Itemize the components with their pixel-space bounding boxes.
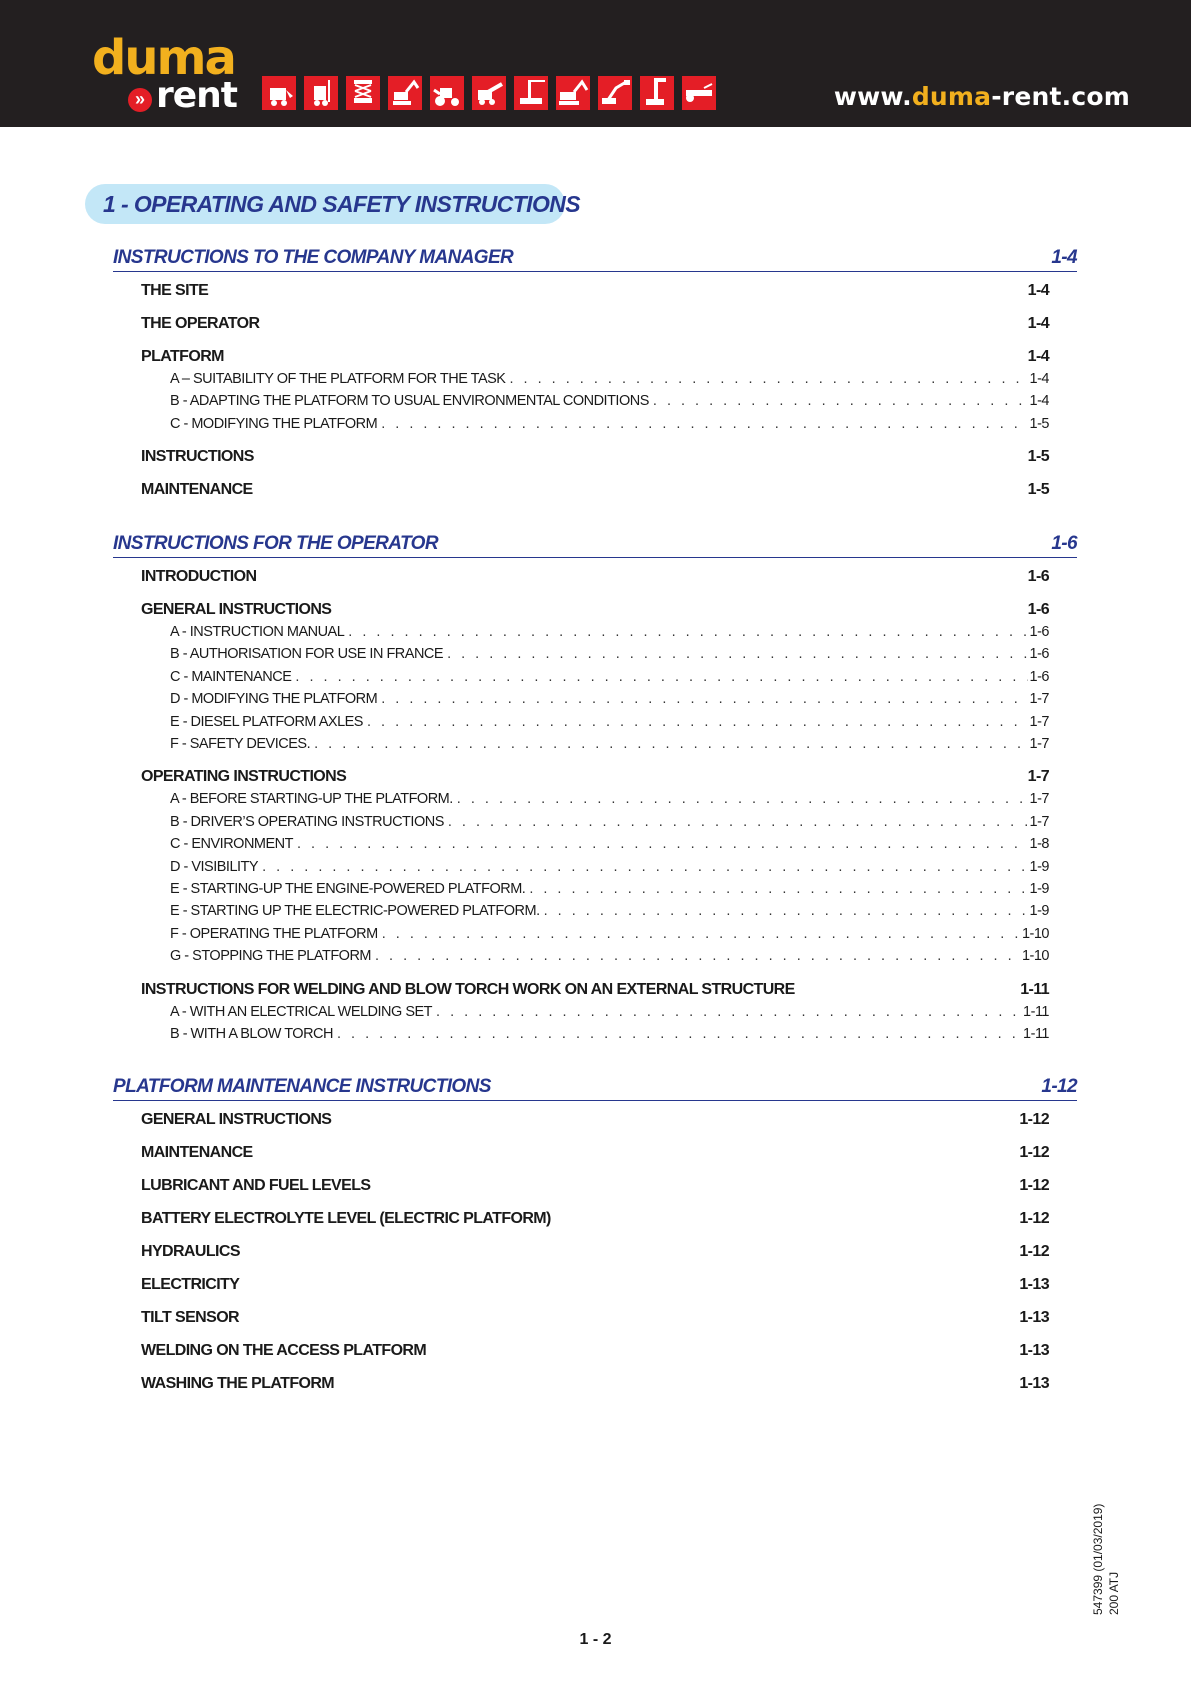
dot-leader — [509, 371, 1027, 387]
toc-entry-page: 1-9 — [1029, 881, 1049, 897]
toc-subsection-title: BATTERY ELECTROLYTE LEVEL (ELECTRIC PLATFORM) — [141, 1210, 551, 1227]
toc-subsection-page: 1-4 — [1027, 348, 1049, 365]
toc-entry[interactable] — [170, 859, 1049, 877]
toc-section-page: 1-6 — [1051, 533, 1077, 554]
toc-subsection-title: INSTRUCTIONS — [141, 448, 254, 466]
toc-subsection-title: WASHING THE PLATFORM — [141, 1375, 335, 1392]
dot-leader — [348, 624, 1027, 640]
toc-entry[interactable] — [170, 736, 1049, 754]
dot-leader — [297, 836, 1028, 852]
toc-entry[interactable] — [170, 416, 1049, 434]
toc-subsection[interactable] — [141, 282, 1049, 302]
toc-section[interactable] — [113, 1074, 1077, 1101]
toc-section-title: PLATFORM MAINTENANCE INSTRUCTIONS — [113, 1076, 491, 1097]
dot-leader — [375, 948, 1020, 964]
toc-entry[interactable] — [170, 714, 1049, 732]
toc-subsection[interactable] — [141, 1243, 1049, 1263]
toc-section-title: INSTRUCTIONS TO THE COMPANY MANAGER — [113, 247, 514, 268]
mast-lift-icon — [640, 76, 674, 110]
dot-leader — [448, 814, 1028, 830]
toc-entry-page: 1-9 — [1029, 858, 1049, 875]
doc-ref-number: 547399 (01/03/2019) — [1091, 1503, 1105, 1615]
toc-subsection-title: GENERAL INSTRUCTIONS — [141, 601, 332, 618]
toc-section[interactable] — [113, 531, 1077, 558]
toc-entry-page: 1-7 — [1029, 736, 1049, 752]
toc-subsection-page: 1-7 — [1027, 768, 1049, 786]
toc-entry-title: E - STARTING-UP THE ENGINE-POWERED PLATFORM. — [170, 881, 526, 897]
toc-subsection[interactable] — [141, 1342, 1049, 1362]
toc-entry-page: 1-6 — [1029, 624, 1049, 640]
toc-subsection-page: 1-5 — [1027, 448, 1049, 466]
toc-subsection-page: 1-13 — [1019, 1309, 1049, 1326]
toc-subsection[interactable] — [141, 348, 1049, 368]
chapter-heading — [85, 184, 581, 224]
toc-subsection[interactable] — [141, 1375, 1049, 1395]
toc-entry[interactable] — [170, 814, 1049, 832]
toc-entry[interactable] — [170, 624, 1049, 642]
toc-subsection-page: 1-6 — [1027, 568, 1049, 585]
dot-leader — [382, 926, 1020, 942]
logo-word-rent — [126, 76, 237, 116]
toc-subsection-page: 1-12 — [1019, 1177, 1049, 1194]
scissor-lift-icon — [346, 76, 380, 110]
toc-subsection-page: 1-6 — [1027, 601, 1049, 618]
dot-leader — [436, 1004, 1021, 1020]
toc-entry-title: A - BEFORE STARTING-UP THE PLATFORM. — [170, 791, 453, 808]
toc-subsection-page: 1-13 — [1019, 1375, 1049, 1392]
dot-leader — [381, 691, 1027, 707]
header-banner — [0, 0, 1191, 127]
toc-entry-page: 1-6 — [1029, 646, 1049, 663]
toc-entry-title: D - MODIFYING THE PLATFORM — [170, 691, 378, 708]
toc-entry-page: 1-10 — [1021, 948, 1049, 965]
toc-entry-page: 1-10 — [1021, 925, 1049, 942]
toc-subsection-title: INTRODUCTION — [141, 568, 257, 585]
toc-entry-title: B - ADAPTING THE PLATFORM TO USUAL ENVIRONMENTAL CONDITIONS — [170, 393, 649, 410]
toc-subsection-page: 1-12 — [1019, 1144, 1049, 1161]
toc-subsection-title: WELDING ON THE ACCESS PLATFORM — [141, 1342, 427, 1359]
dot-leader — [529, 881, 1027, 897]
toc-entry-title: B - DRIVER’S OPERATING INSTRUCTIONS — [170, 813, 444, 830]
document-reference — [1090, 1490, 1130, 1615]
toc-subsection[interactable] — [141, 1276, 1049, 1296]
toc-entry-page: 1-7 — [1029, 713, 1049, 730]
toc-subsection[interactable] — [141, 315, 1049, 335]
toc-subsection[interactable] — [141, 1210, 1049, 1230]
toc-entry[interactable] — [170, 669, 1049, 687]
toc-entry[interactable] — [170, 646, 1049, 664]
toc-entry[interactable] — [170, 948, 1049, 966]
chevron-icon: » — [128, 88, 152, 112]
toc-subsection-title: ELECTRICITY — [141, 1276, 240, 1293]
toc-entry-title: C - MODIFYING THE PLATFORM — [170, 415, 378, 432]
toc-entry-title: A - WITH AN ELECTRICAL WELDING SET — [170, 1003, 433, 1020]
toc-subsection-page: 1-12 — [1019, 1111, 1049, 1128]
chapter-title: 1 - OPERATING AND SAFETY INSTRUCTIONS — [103, 191, 581, 217]
toc-entry[interactable] — [170, 1026, 1049, 1044]
articulated-boom-icon — [598, 76, 632, 110]
mini-loader-icon — [262, 76, 296, 110]
forklift-icon — [304, 76, 338, 110]
toc-subsection-title: TILT SENSOR — [141, 1309, 239, 1326]
toc-entry-page: 1-8 — [1029, 836, 1049, 853]
dot-leader — [457, 791, 1028, 807]
toc-entry[interactable] — [170, 903, 1049, 921]
website-url[interactable] — [834, 82, 1130, 111]
toc-entry[interactable] — [170, 393, 1049, 411]
toc-subsection[interactable] — [141, 768, 1049, 788]
toc-subsection-page: 1-12 — [1019, 1210, 1049, 1227]
toc-entry-title: F - SAFETY DEVICES. — [170, 736, 311, 752]
toc-entry-title: B - AUTHORISATION FOR USE IN FRANCE — [170, 646, 444, 663]
toc-entry-title: A - INSTRUCTION MANUAL — [170, 624, 345, 640]
url-prefix: www. — [833, 82, 912, 111]
dot-leader — [367, 714, 1028, 730]
toc-entry-page: 1-7 — [1029, 691, 1049, 708]
duma-rent-logo — [92, 30, 242, 116]
url-suffix: -rent.com — [991, 82, 1130, 111]
toc-entry[interactable] — [170, 1004, 1049, 1022]
toc-entry[interactable] — [170, 691, 1049, 709]
toc-entry-page: 1-4 — [1029, 393, 1049, 410]
machine-icon-strip — [262, 76, 722, 112]
toc-subsection-page: 1-11 — [1020, 980, 1049, 998]
toc-entry-title: D - VISIBILITY — [170, 858, 259, 875]
toc-subsection-page: 1-12 — [1019, 1243, 1049, 1260]
toc-section-page: 1-4 — [1051, 247, 1077, 268]
toc-entry-title: E - DIESEL PLATFORM AXLES — [170, 713, 363, 730]
dot-leader — [447, 646, 1027, 662]
toc-subsection-title: INSTRUCTIONS FOR WELDING AND BLOW TORCH WORK ON AN EXTERNAL STRUCTURE — [141, 980, 795, 998]
toc-subsection[interactable] — [141, 1111, 1049, 1131]
toc-subsection-title: PLATFORM — [141, 348, 224, 365]
telehandler-icon — [472, 76, 506, 110]
toc-subsection[interactable] — [141, 1144, 1049, 1164]
toc-entry-page: 1-4 — [1029, 371, 1049, 387]
toc-entry-page: 1-7 — [1029, 791, 1049, 808]
toc-entry-title: B - WITH A BLOW TORCH — [170, 1026, 333, 1042]
toc-subsection-title: MAINTENANCE — [141, 1144, 253, 1161]
toc-entry-title: C - MAINTENANCE — [170, 668, 292, 685]
toc-section[interactable] — [113, 245, 1077, 272]
toc-entry-title: G - STOPPING THE PLATFORM — [170, 948, 371, 965]
toc-entry-page: 1-11 — [1023, 1026, 1049, 1042]
toc-subsection-page: 1-13 — [1019, 1276, 1049, 1293]
toc-entry-title: C - ENVIRONMENT — [170, 836, 293, 853]
url-accent: duma — [911, 82, 992, 111]
toc-subsection[interactable] — [141, 601, 1049, 621]
crane-icon — [514, 76, 548, 110]
toc-subsection[interactable] — [141, 1309, 1049, 1329]
toc-section-page: 1-12 — [1041, 1076, 1077, 1097]
logo-word-duma: duma — [92, 30, 235, 86]
toc-subsection-page: 1-13 — [1019, 1342, 1049, 1359]
toc-subsection-title: GENERAL INSTRUCTIONS — [141, 1111, 332, 1128]
toc-entry-title: A – SUITABILITY OF THE PLATFORM FOR THE TASK — [170, 371, 506, 387]
toc-subsection[interactable] — [141, 1177, 1049, 1197]
toc-entry[interactable] — [170, 881, 1049, 899]
toc-subsection-page: 1-5 — [1027, 481, 1049, 499]
dot-leader — [381, 416, 1027, 432]
toc-subsection[interactable] — [141, 448, 1049, 468]
dot-leader — [262, 859, 1027, 875]
toc-entry[interactable] — [170, 926, 1049, 944]
dot-leader — [544, 903, 1028, 919]
toc-entry[interactable] — [170, 791, 1049, 809]
toc-entry-page: 1-7 — [1029, 813, 1049, 830]
toc-section-title: INSTRUCTIONS FOR THE OPERATOR — [113, 533, 438, 554]
toc-entry-title: E - STARTING UP THE ELECTRIC-POWERED PLATFORM. — [170, 903, 540, 920]
toc-entry-page: 1-11 — [1023, 1003, 1049, 1020]
toc-entry-page: 1-9 — [1029, 903, 1049, 920]
page-number: 1 - 2 — [579, 1631, 612, 1648]
toc-entry-page: 1-5 — [1029, 415, 1049, 432]
doc-ref-model: 200 ATJ — [1107, 1571, 1121, 1615]
dot-leader — [295, 669, 1027, 685]
dot-leader — [653, 393, 1028, 409]
toc-entry[interactable] — [170, 836, 1049, 854]
backhoe-icon — [430, 76, 464, 110]
mini-excavator-icon — [388, 76, 422, 110]
toc-subsection[interactable] — [141, 568, 1049, 588]
toc-subsection-title: LUBRICANT AND FUEL LEVELS — [141, 1177, 371, 1194]
toc-subsection-title: OPERATING INSTRUCTIONS — [141, 768, 347, 786]
toc-entry[interactable] — [170, 371, 1049, 389]
toc-entry-page: 1-6 — [1029, 668, 1049, 685]
roller-icon — [682, 76, 716, 110]
toc-entry-title: F - OPERATING THE PLATFORM — [170, 925, 378, 942]
toc-subsection[interactable] — [141, 981, 1049, 1001]
dot-leader — [337, 1026, 1021, 1042]
logo-rent-text: rent — [156, 75, 238, 116]
toc-subsection[interactable] — [141, 481, 1049, 501]
toc-subsection-title: THE OPERATOR — [141, 315, 260, 332]
toc-subsection-page: 1-4 — [1027, 315, 1049, 332]
toc-subsection-page: 1-4 — [1027, 282, 1049, 299]
toc-subsection-title: HYDRAULICS — [141, 1243, 240, 1260]
toc-subsection-title: THE SITE — [141, 282, 209, 299]
dot-leader — [314, 736, 1027, 752]
excavator-icon — [556, 76, 590, 110]
toc-subsection-title: MAINTENANCE — [141, 481, 253, 499]
